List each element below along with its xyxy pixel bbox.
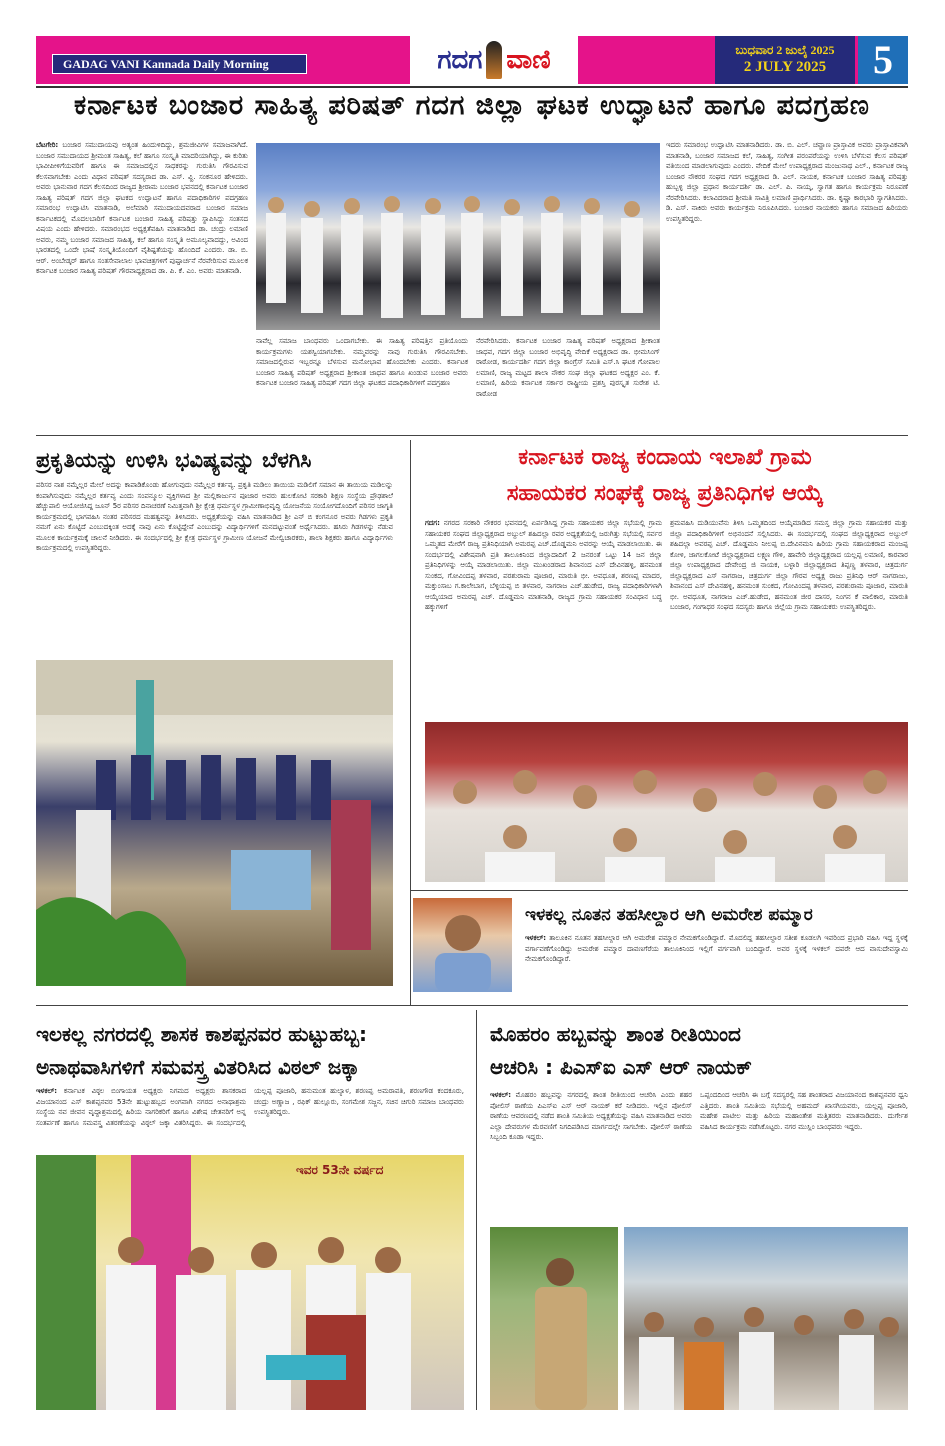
- photo-revenue-meeting: [425, 722, 908, 882]
- dateline: ಇಳಕಲ್:: [490, 1091, 512, 1099]
- photo-uniform-distribution: [36, 1155, 464, 1410]
- photo-banjara-felicitation: [256, 143, 660, 330]
- portrait: [413, 898, 512, 992]
- banner-text: ಇವರ 53ನೇ ವರ್ಷದ: [296, 1163, 384, 1177]
- distribution-photo: [36, 1155, 464, 1410]
- article-text: ಕರ್ನಾಟಕ ವಿಠ್ಠಲ ಬಿಂಗಾಯತ ಅಧ್ಯಕ್ಷರು ನಿಗಮದ ಅಧ್ಯಕ್ಷರು ಶಾಸಕರಾದ ವಿಜಯಾನಂದ ಎಸ್ ಕಾಶಪ್ಪನವರ 53ನೇ ಹುಟ್ಟುಹಬ್ಬದ ಅಂಗವಾಗಿ ನಗರದ ಅನಾಥಾಶ್ರಮ ಸಂಸ್ಥೆಯ ನವ ಜೀವನ ವೃದ್ಧಾಶ್ರಮದಲ್ಲಿ ಹಿರಿಯ ನಾಗರಿಕರಿಗೆ ಹಾಗೂ ವಿಶೇಷ ಚೇತನರಿಗೆ ಅನ್ನ ಸಂತರ್ಪಣೆ ಹಾಗೂ ಸಮವಸ್ತ್ರ ವಿತರಣೆಯನ್ನು ವಿಠ್ಠಲ್ ಜಕ್ಕಾ ವಿತರಿಸಿದ್ದರು. ಈ ಸಂದರ್ಭದಲ್ಲಿ ಯಲ್ಲಪ್ಪ ಪೂಜಾರಿ, ಹನುಮಂತ ಹುಲ್ಯಾಳ, ಶರಣಪ್ಪ ಅಮರಾವತಿ, ಶರಣಗೌಡ ಕಂದಕೂರು, ಚಂದ್ರು ಅಣ್ಣಾಜ , ರಫಿಕ್ ಹುಲ್ಲೂರು, ಸಂಗಮೇಶ ಸಜ್ಜನ, ಸಚಿನ ಚಿಗುರಿ ಸಮಾಜ ಬಾಂಧವರು ಉಪಸ್ಥಿತರಿದ್ದರು.: [36, 1087, 464, 1127]
- dateline: ಇಳಕಲ್:: [525, 934, 547, 942]
- page-number: 5: [858, 36, 908, 84]
- article-body: [36, 1086, 464, 1150]
- dateline: ಬೆಟಗೇರಿ:: [36, 141, 59, 149]
- article-body: ನೆರವೇರಿಸಿದರು. ಕರ್ನಾಟಕ ಬಂಜಾರ ಸಾಹಿತ್ಯ ಪರಿಷತ್ ಅಧ್ಯಕ್ಷರಾದ ಶ್ರೀಕಾಂತ ಜಾಧವ, ಗದಗ ಜಿಲ್ಲಾ ಬಂಜಾರ ಅಭಿವೃದ್ಧಿ ವೇದಿಕೆ ಅಧ್ಯಕ್ಷರಾದ ಡಾ. ಭೀಮಸಿಂಗ್ ರಾಠೋಡ, ಕಾರ್ಯದರ್ಶಿ ಗದಗ ಜಿಲ್ಲಾ ಕಾಂಗ್ರೆಸ್ ಸಮಿತಿ ಎಸ್.ಸಿ ಘಟಕ ಗೋಪಾಲ ಲಮಾಣಿ, ರಾಜ್ಯ ಮಟ್ಟದ ಶಾಲಾ ನೌಕರ ಸಂಘ ಜಿಲ್ಲಾ ಘಟಕದ ಅಧ್ಯಕ್ಷರ ಎಂ. ಕೆ. ಲಮಾಣಿ, ಹಿರಿಯ ಕರ್ನಾಟಕ ಸರ್ಕಾರ ರಾಷ್ಟ್ರೀಯ ಪ್ರಶಸ್ತಿ ಪುರಸ್ಕೃತ ಸುರೇಶ ಟಿ. ರಾಠೋಡ: [476, 337, 660, 398]
- article-body: [490, 1090, 692, 1222]
- headline-muharram-line2: ಆಚರಿಸಿ : ಪಿಎಸ್‌ಐ ಎಸ್ ಆರ್ ನಾಯಕ್: [490, 1055, 752, 1079]
- article-text: ಬಂಜಾರ ಸಮುದಾಯವು ಅತ್ಯಂತ ಹಿಂದುಳಿದಿದ್ದು, ಶ್ರಮಜೀವಿಗಳ ಸಮಾಜವಾಗಿದೆ. ಬಂಜಾರ ಸಮುದಾಯದ ಶ್ರೀಮಂತ ಸಾಹಿತ್ಯ, ಕಲೆ ಹಾಗೂ ಸಂಸ್ಕೃತಿ ಮಾದರಿಯಾಗಿದ್ದು, ಈ ಕುರಿತು ಭಾವೀಪೀಳಿಗೆಯವರಿಗೆ ಹಾಗೂ ಈ ಸಮಾಜದಲ್ಲಿನ ಸಾಧಕರನ್ನು ಗುರುತಿಸಿ ಗೌರವಿಸುವ ಕೆಲಸವಾಗಬೇಕು ಎಂದು ವಿಧಾನ ಪರಿಷತ್ ಸದಸ್ಯರಾದ ಡಾ. ಎಸ್. ವ್ಹಿ. ಸಂಕನೂರ ಹೇಳಿದರು. ಅವರು ಭಾನುವಾರ ಗದಗ ಕೆಲಸದಿಂದ ರಾಜ್ಯದ ಶ್ರೀರಾಮ ಬಂಜಾರ ಭವನದಲ್ಲಿ ಕರ್ನಾಟಕ ಬಂಜಾರ ಸಾಹಿತ್ಯ ಪರಿಷತ್ ಗದಗ ಜಿಲ್ಲಾ ಘಟಕದ ಉದ್ಘಾಟನೆ ಹಾಗೂ ಪದಾಧಿಕಾರಿಗಳ ಪದಗ್ರಹಣ ಸಮಾರಂಭ ಉದ್ಘಾಟಿಸಿ ಮಾತನಾಡಿ, ಅಲೆಮಾರಿ ಸಮುದಾಯದವರಾದ ಬಂಜಾರ ಸಮಾಜ ಕರ್ನಾಟಕದಲ್ಲಿ ಮೊದಲಬಾರಿಗೆ ಕರ್ನಾಟಕ ಬಂಜಾರ ಸಾಹಿತ್ಯ ಪರಿಷತ್ತು ಸ್ಥಾಪಿಸಿದ್ದು ಸಂತಸದ ವಿಷಯ ಎಂದು ಹೇಳಿದರು. ಸಮಾರಂಭದ ಅಧ್ಯಕ್ಷತೆವಹಿಸಿ ಮಾತನಾಡಿದ ಡಾ. ಚಂದ್ರು ಲಮಾಣಿ ಅವರು, ನಮ್ಮ ಬಂಜಾರ ಸಮಾಜದ ಸಾಹಿತ್ಯ, ಕಲೆ ಹಾಗೂ ಸಂಸ್ಕೃತಿ ಅಮೂಲ್ಯವಾದದ್ದು, ಅವಿಂದ ಭಾರತದಲ್ಲಿ ಒಂದೇ ಭಾಷೆ ಸಂಸ್ಕೃತಿಯೊಂದಿಗೆ ವೈಶಿಷ್ಟತೆಯನ್ನು ಹೊಂದಿದೆ ಎಂದರು. ಡಾ. ಬಿ. ಆರ್. ಅಂಬೇಡ್ಕರ್ ಹಾಗೂ ಸಂತಸೇವಾಲಾಲ ಭಾವಚಿತ್ರಗಳಿಗೆ ಪುಷ್ಪಾರ್ಚನೆ ನೆರವೇರಿಸುವ ಮೂಲಕ ಕರ್ನಾಟಕ ಬಂಜಾರ ಸಾಹಿತ್ಯ ಪರಿಷತ್ ಗೌರವಾಧ್ಯಕ್ಷರಾದ ಡಾ. ಪಿ. ಕೆ. ಎಂ. ಅವರು ಮಾತನಾಡಿ.: [36, 141, 248, 275]
- divider: [410, 890, 908, 891]
- students-photo: [36, 660, 393, 986]
- headline-birthday-line1: ಇಲಕಲ್ಲ ನಗರದಲ್ಲಿ ಶಾಸಕ ಕಾಶಪ್ಪನವರ ಹುಟ್ಟುಹಬ್ಬ:: [36, 1022, 368, 1046]
- masthead-tagline: GADAG VANI Kannada Daily Morning: [52, 54, 307, 74]
- headline-tahsildar: ಇಳಕಲ್ಲ ನೂತನ ತಹಸೀಲ್ದಾರ ಆಗಿ ಅಮರೇಶ ಪಮ್ಮಾರ: [525, 905, 813, 925]
- meeting-photo: [425, 722, 908, 882]
- date-english: 2 JULY 2025: [743, 59, 827, 75]
- article-body: [525, 933, 908, 988]
- headline-birthday-line2: ಅನಾಥವಾಸಿಗಳಿಗೆ ಸಮವಸ್ತ್ರ ವಿತರಿಸಿದ ವಿಠಲ್ ಜಕ್ಕಾ: [36, 1055, 360, 1079]
- photo-psi-speaking: [490, 1227, 618, 1410]
- article-text: ಮೊಹರಂ ಹಬ್ಬವನ್ನು ನಗರದಲ್ಲಿ ಶಾಂತ ರೀತಿಯಿಂದ ಆಚರಿಸಿ ಎಂದು ಶಹರ ಪೋಲಿಸ್ ಠಾಣೆಯ ಪಿಎಸ್‌ಐ ಎಸ್ ಆರ್ ನಾಯಕ್ ಕರೆ ನೀಡಿದರು. ಇಲ್ಲಿನ ಪೋಲಿಸ್ ಠಾಣೆಯ ಆವರಣದಲ್ಲಿ ನಡೆದ ಶಾಂತಿ ಸಮಿತಿಯ ಅಧ್ಯಕ್ಷತೆಯನ್ನು ವಹಿಸಿ ಮಾತನಾಡಿದ ಅವರು ಎಲ್ಲಾ ದೇವರುಗಳ ಮೆರವಣಿಗೆ ನಿಗದಿಪಡಿಸಿದ ಮಾರ್ಗದಲ್ಲೇ ಸಾಗಬೇಕು. ಪೋಲಿಸ್ ಠಾಣೆಯ ಸಿಬ್ಬಂದಿ ಕೂಡಾ ಇದ್ದರು.: [490, 1091, 692, 1141]
- statue-icon: [486, 41, 502, 79]
- article-body: ಇದರು ಸಮಾರಂಭ ಉದ್ಘಾಟಿಸಿ ಮಾತನಾಡಿದರು. ಡಾ. ಬಿ. ಎಲ್. ಚವ್ಹಾಣ ಪ್ರಾಸ್ತಾವಿಕ ಅವರು ಪ್ರಾಸ್ತಾವಿಕವಾಗಿ ಮಾತನಾಡಿ, ಬಂಜಾರ ಸಮಾಜದ ಕಲೆ, ಸಾಹಿತ್ಯ, ಸಂಗೀತ ಪರಂಪರೆಯನ್ನು ಉಳಿಸಿ ಬೆಳೆಸುವ ಕೆಲಸ ಪರಿಷತ್ ವತಿಯಿಂದ ಮಾಡಲಾಗುವುದು ಎಂದರು. ವೇದಿಕೆ ಮೇಲೆ ಉಪಾಧ್ಯಕ್ಷರಾದ ಮಂಜುನಾಥ ಎಲ್., ಕರ್ನಾಟಕ ರಾಜ್ಯ ಬಂಜಾರ ನೌಕರರ ಸಂಘದ ಗದಗ ಅಧ್ಯಕ್ಷರಾದ ಡಿ. ಎಲ್. ನಾಯಕ, ಕರ್ನಾಟಕ ಬಂಜಾರ ಸಾಹಿತ್ಯ ಪರಿಷತ್ತು ಹುಬ್ಬಳ್ಳಿ ಜಿಲ್ಲಾ ಪ್ರಧಾನ ಕಾರ್ಯದರ್ಶಿ ಡಾ. ಎಲ್. ಪಿ. ನಾಯ್ಕ, ಸ್ವಾಗತ ಹಾಗೂ ಕಾರ್ಯಕ್ರಮ ನಿರೂಪಣೆ ನೆರವೇರಿಸಿದರು. ಕಲಾವಿದರಾದ ಶ್ರೀಮತಿ ಸಾವಿತ್ರಿ ಲಮಾಣಿ ಪ್ರಾರ್ಥಿಸಿದರು. ಡಾ. ಕೃಷ್ಣಾ ಕಾರಭಾರಿ ಸ್ವಾಗತಿಸಿದರು. ಡಿ. ಎಸ್. ನಾಕಿರು ಅವರು ಕಾರ್ಯಕ್ರಮ ನಿರೂಪಿಸಿದರು. ಬಂಜಾರ ನಾಯಕರು ಹಾಗೂ ಸಮಾಜದ ಹಿರಿಯರು ಉಪಸ್ಥಿತರಿದ್ದರು.: [666, 141, 908, 223]
- psi-photo: [490, 1227, 618, 1410]
- divider: [36, 1005, 908, 1006]
- newspaper-logo: [410, 36, 578, 84]
- audience-photo: [624, 1227, 908, 1410]
- article-body: ನಾವೆಲ್ಲ ಸಮಾಜ ಬಾಂಧವರು ಒಂದಾಗಬೇಕು. ಈ ಸಾಹಿತ್ಯ ಪರಿಷತ್ತಿನ ಪ್ರತಿಯೊಂದು ಕಾರ್ಯಕ್ರಮಗಳು ಯಶಸ್ವಿಯಾಗಬೇಕು. ನಮ್ಮವರನ್ನು ನಾವು ಗುರುತಿಸಿ ಗೌರವಿಸಬೇಕು. ಸಮಾಜದಲ್ಲಿರುವ ಇಬ್ಬರನ್ನೂ ಬೆಳಸುವ ಮನೋಭಾವ ಹೊಂದಬೇಕು ಎಂದರು. ಕರ್ನಾಟಕ ಬಂಜಾರ ಸಾಹಿತ್ಯ ಪರಿಷತ್ ಅಧ್ಯಕ್ಷರಾದ ಶ್ರೀಕಾಂತ ಜಾಧವ ಹಾಗೂ ಖಂಡುವ ಬಂಜಾರ ಅವರು ಕರ್ನಾಟಕ ಬಂಜಾರ ಸಾಹಿತ್ಯ ಪರಿಷತ್ ಗದಗ ಜಿಲ್ಲಾ ಘಟಕದ ಪದಾಧಿಕಾರಿಗಳಿಗೆ ಪದಗ್ರಹಣ: [256, 337, 468, 387]
- headline-nature: ಪ್ರಕೃತಿಯನ್ನು ಉಳಿಸಿ ಭವಿಷ್ಯವನ್ನು ಬೆಳಗಿಸಿ: [36, 448, 312, 472]
- divider: [36, 435, 908, 436]
- group-photo: [256, 143, 660, 330]
- headline-revenue-line1: ಕರ್ನಾಟಕ ರಾಜ್ಯ ಕಂದಾಯ ಇಲಾಖೆ ಗ್ರಾಮ: [518, 445, 812, 470]
- divider: [476, 1010, 477, 1410]
- date-kannada: ಬುಧವಾರ 2 ಜುಲೈ 2025: [735, 43, 835, 57]
- article-body: [36, 140, 248, 428]
- article-body: ಒಪ್ಪಂದದಿಂದ ಆಚರಿಸಿ ಈ ಬಗ್ಗೆ ಸದಸ್ಯರಲ್ಲಿ ಸಹ ಶಾಂತರಾದ ವಿಜಯಾನಂದ ಕಾಶಪ್ಪನವರ ಧ್ವನಿ ಎತ್ತಿದರು. ಶಾಂತಿ ಸಮಿತಿಯ ಸಭೆಯಲ್ಲಿ ಅಹಮದ್ ಖಾಸಗಿಯವರು, ಯಲ್ಲಪ್ಪ ಪೂಜಾರಿ, ಮಹೇಶ ಪಾಟೀಲ ಮತ್ತು ಹಿರಿಯ ಮಹಾಂತೇಶ ಮತ್ತಿತರರು ಮಾತನಾಡಿದರು. ದುರ್ಗೇಶ ವಹಿಸಿದ ಕಾರ್ಯಕ್ರಮ ನಡೆಸಿಕೊಟ್ಟರು. ನಗರ ಮುಸ್ಲಿಂ ಬಾಂಧವರು ಇದ್ದರು.: [700, 1091, 908, 1131]
- logo-right: ವಾಣಿ: [506, 44, 551, 75]
- divider: [410, 440, 411, 1005]
- issue-date: [715, 36, 855, 84]
- logo-left: ಗದಗ: [437, 44, 483, 75]
- article-body: ಪರಿಸರ ನಾಶ ನಮ್ಮೆಲ್ಲರ ಮೇಲೆ ಅದನ್ನು ಕಾಪಾಡಿಕೊಂಡು ಹೋಗುವುದು ನಮ್ಮೆಲ್ಲರ ಕರ್ತವ್ಯ. ಪ್ರಕೃತಿ ಮಡಿಲು ತಾಯಿಯ ಮಡಿಲಿಗೆ ಸಮಾನ ಈ ತಾಯಿಯ ಮಡಿಲನ್ನು ಕಂಪಾಗಿಸುವುದು ನಮ್ಮೆಲ್ಲರ ಕರ್ತವ್ಯ ಎಂದು ಸಂಪನ್ಮೂಲ ವ್ಯಕ್ತಿಗಳಾದ ಶ್ರೀ ಮಲ್ಲಿಕಾರ್ಜುನ ಪೂಜಾರ ಅವರು ಹುಲಕೋಟಿ ಸರಕಾರಿ ಶಿಕ್ಷಣ ಸಂಸ್ಥೆಯ ಪ್ರೌಢಶಾಲೆ ಹೆಚ್ಚುಪಾಲಿ ಆಯೋಜಿಸಿದ್ದ ಜೂನ್ 5ರ ಪರಿಸರ ದಿನಾಚರಣೆ ನಿಮಿತ್ತವಾಗಿ ಶ್ರೀ ಕ್ಷೇತ್ರ ಧರ್ಮಸ್ಥಳ ಗ್ರಾಮೀಣಾಭಿವೃದ್ಧಿ ಯೋಜನೆಯ ಸಂಯೋಗದೊಂದಿಗೆ ಪರಿಸರ ಜಾಗೃತಿ ಕಾರ್ಯಕ್ರಮದಲ್ಲಿ ಭಾಗವಹಿಸಿ ನಂತರ ಪರಿಸರದ ಮಹತ್ವವನ್ನು ತಿಳಿಸಿದರು. ಅಧ್ಯಕ್ಷತೆಯನ್ನು ವಹಿಸಿ ಮಾತನಾಡಿದ ಶ್ರೀ ಎನ್ ಬಿ ಕಂಗನೂರ ಅವರು ಗಿಡಗಳು ಪ್ರಕೃತಿ ನಮಗೆ ಏನು ಕೊಟ್ಟಿದೆ ಎಂಬುದಕ್ಕಿಂತ ಅದಕ್ಕೆ ನಾವು ಏನು ಕೊಟ್ಟಿದ್ದೇವೆ ಎಂಬುದನ್ನು ವಿದ್ಯಾರ್ಥಿಗಳಿಗೆ ಮನದಟ್ಟುವಂತೆ ಅರ್ಥೈಸಿದರು. ಹಸಿರು ಗಿಡಗಳನ್ನು ನೆಡುವ ಮೂಲಕ ಕಾರ್ಯಕ್ರಮಕ್ಕೆ ಚಾಲನೆ ನೀಡಿದರು. ಈ ಸಂದರ್ಭದಲ್ಲಿ ಶ್ರೀ ಕ್ಷೇತ್ರ ಧರ್ಮಸ್ಥಳ ಗ್ರಾಮೀಣ ಯೋಜನೆ ಮೇಲ್ವಿಚಾರಕರು, ಶಾಲಾ ಶಿಕ್ಷಕರು ಹಾಗೂ ವಿದ್ಯಾರ್ಥಿಗಳು ಕಾರ್ಯಕ್ರಮದಲ್ಲಿ ಉಪಸ್ಥಿತರಿದ್ದರು.: [36, 481, 393, 552]
- photo-peace-meeting: [624, 1227, 908, 1410]
- headline-banjara: ಕರ್ನಾಟಕ ಬಂಜಾರ ಸಾಹಿತ್ಯ ಪರಿಷತ್ ಗದಗ ಜಿಲ್ಲಾ ಘಟಕ ಉದ್ಘಾಟನೆ ಹಾಗೂ ಪದಗ್ರಹಣ: [74, 90, 870, 121]
- headline-muharram-line1: ಮೊಹರಂ ಹಬ್ಬವನ್ನು ಶಾಂತ ರೀತಿಯಿಂದ: [490, 1022, 741, 1046]
- photo-tree-planting: [36, 660, 393, 986]
- article-text: ನಗರದ ಸರಕಾರಿ ನೌಕರರ ಭವನದಲ್ಲಿ ಏರ್ಪಡಿಸಿದ್ದ ಗ್ರಾಮ ಸಹಾಯಕರ ಜಿಲ್ಲಾ ಸಭೆಯಲ್ಲಿ ಗ್ರಾಮ ಸಹಾಯಕರ ಸಂಘದ ಜಿಲ್ಲಾಧ್ಯಕ್ಷರಾದ ಅಬ್ದುಲ್ ಶಹಿದಲ್ಲಾ ರವರ ಅಧ್ಯಕ್ಷತೆಯಲ್ಲಿ ಜರುಗಿತ್ತು ಸಭೆಯಲ್ಲಿ ಸರ್ವರ ಒಮ್ಮತದ ಮೇರೆಗೆ ರಾಜ್ಯ ಪ್ರತಿನಿಧಿಯಾಗಿ ಅಮರಪ್ಪ ಎಚ್.ದೊಡ್ಡಮನಿ ಅವರನ್ನು ಆಯ್ಕೆ ಮಾಡಲಾಯಿತು. ಈ ಸಂದರ್ಭದಲ್ಲಿ ವಿಶೇಷವಾಗಿ ಪ್ರತಿ ತಾಲೂಕಿನಿಂದ ಜಿಲ್ಲಾದಾದಿಗೆ 2 ಜನರಂತೆ ಒಟ್ಟು 14 ಜನ ಜಿಲ್ಲಾ ಪ್ರತಿನಿಧಿಗಳನ್ನು ಆಯ್ಕೆ ಮಾಡಲಾಯಿತು. ಜಿಲ್ಲಾ ಮುಖಂಡರಾದ ಶಿವಾನಂದ ಎಸ್ ದೇವಿನಹಳ್ಳಿ, ಹನಮಂತ ಸುಂಕದ, ಗೋವಿಂದಪ್ಪ ತಳವಾರ, ಪರಶುರಾಮ ಪೂಜಾರ, ಮಾರುತಿ ಭೀ. ಅವಧೂತ, ಶರಣಪ್ಪ ಮಾದರ, ಮಕ್ತುಂಸಾಬ ಗ.ಕಾಲೇಬಾಗ, ಬೆಳ್ಳಿಯಪ್ಪ ಬಿ ತಳವಾರ, ನಾಗರಾಜ ಎಚ್.ಹುಡೇದ, ರಾಜ್ಯ ಪದಾಧಿಕಾರಿಗಳಾಗಿ ಆಯ್ಕೆಯಾದ ಅಮರಪ್ಪ ಎಚ್. ದೊಡ್ಡಮನಿ ಮಾತನಾಡಿ, ರಾಜ್ಯದ ಗ್ರಾಮ ಸಹಾಯಕರ ಸಂವಿಧಾನ ಬದ್ಧ ಹಕ್ಕುಗಳಿಗೆ: [425, 519, 662, 611]
- divider: [36, 86, 908, 88]
- article-body: [425, 518, 662, 716]
- dateline: ಗದಗ:: [425, 519, 440, 527]
- dateline: ಇಳಕಲ್:: [36, 1087, 58, 1095]
- headline-revenue-line2: ಸಹಾಯಕರ ಸಂಘಕ್ಕೆ ರಾಜ್ಯ ಪ್ರತಿನಿಧಿಗಳ ಆಯ್ಕೆ: [506, 481, 824, 506]
- article-body: ಶ್ರಮವಹಿಸಿ ದುಡಿಯುವೆನು ತಿಳಿಸಿ ಒಮ್ಮತದಿಂದ ಆಯ್ಕೆಮಾಡಿದ ಸಮಸ್ತ ಜಿಲ್ಲಾ ಗ್ರಾಮ ಸಹಾಯಕರ ಮತ್ತು ಜಿಲ್ಲಾ ಪದಾಧಿಕಾರಿಗಳಿಗೆ ಅಭಿನಂದನೆ ಸಲ್ಲಿಸಿದರು. ಈ ಸಂದರ್ಭದಲ್ಲಿ ಸಂಘದ ಜಿಲ್ಲಾಧ್ಯಕ್ಷರಾದ ಅಬ್ದುಲ್ ಶಹಿದಲ್ಲಾ ಅವರಪ್ಪ ಎಚ್. ದೊಡ್ಡಮನಿ ನೀಲಪ್ಪ ಬಿ.ದೇವಿನಮನಿ ಹಿರಿಯ ಗ್ರಾಮ ಸಹಾಯಕರಾದ ಮಂಜಪ್ಪ ಕೋಳಿ, ಜಾಗಲಕೋಟೆ ಜಿಲ್ಲಾಧ್ಯಕ್ಷರಾದ ಲಕ್ಷ್ಮಣ ಗೌಳಿ, ಹಾವೇರಿ ಜಿಲ್ಲಾಧ್ಯಕ್ಷರಾದ ಯಲ್ಲಪ್ಪ ಲಮಾಣಿ, ಕಾರವಾರ ಜಿಲ್ಲಾ ಉಪಾಧ್ಯಕ್ಷರಾದ ದೇವೇಂದ್ರ ಜಿ ನಾಯಕ, ಬಳ್ಳಾರಿ ಜಿಲ್ಲಾಧ್ಯಕ್ಷರಾದ ತಿಪ್ಪಣ್ಣ ತಳವಾರ, ಚಿತ್ರದುರ್ಗ ಜಿಲ್ಲಾಧ್ಯಕ್ಷರಾದ ಎಸ್ ನಾಗರಾಜ, ಚಿತ್ರದುರ್ಗ ಜಿಲ್ಲಾ ಗೌರವ ಅಧ್ಯಕ್ಷ ರಾಜು ಪ್ರತಿನಿಧಿ ಆರ್ ನಾಗರಾಜು, ಶಿವಾನಂದ ಎಸ್ ದೇವಿನಹಳ್ಳಿ, ಹನಮಂತ ಸುಂಕದ, ಗೋವಿಂದಪ್ಪ ತಳವಾರ, ಪರಶುರಾಮ ಪೂಜಾರ, ಮಾರುತಿ ಭೀ. ಅವಧೂತ, ನಾಗರಾಜ ಎಚ್.ಹುಡೇದ, ಹನಮಂತ ಜೀರ ದಾಸರ, ನಿಂಗನ ಕೆ ವಾಲಿಕಾರ, ಮಾರುತಿ ಬಂಜಾರ, ಗಂಗಾಧರ ಸಂಘದ ಸದಸ್ಯರು ಹಾಗೂ ಜಿಲ್ಲೆಯ ಗ್ರಾಮ ಸಹಾಯಕರು ಉಪಸ್ಥಿತರಿದ್ದರು.: [670, 519, 908, 611]
- photo-tahsildar: [413, 898, 512, 992]
- article-text: ತಾಲೂಕಿನ ನೂತನ ತಹಸೀಲ್ದಾರ ಆಗಿ ಅಮರೇಶ ಪಮ್ಮಾರ ನೇಮಕಗೊಂಡಿದ್ದಾರೆ. ಮೊದಲಿದ್ದ ತಹಸೀಲ್ದಾರ ಸತೀಶ ಕೂಡಲಗಿ ಇವರಿಂದ ಪ್ರಭಾರಿ ವಹಿಸಿ ಇದ್ದ ಸ್ಥಳಕ್ಕೆ ವರ್ಗಾವಣೆಗೊಂಡಿದ್ದು ಅಮರೇಶ ಪಮ್ಮಾರ ದಾವಣಗೆರೆಯ ತಾಲೂಕಿನಿಂದ ಇಲ್ಲಿಗೆ ವರ್ಗವಾಗಿ ಬಂದಿದ್ದಾರೆ. ಅವರ ಸ್ಥಳಕ್ಕೆ ಇಳಕಲ್ ದವರೇ ಆದ ವಾಸುದೇವಸ್ವಾಮಿ ನೇಮಕಗೊಂಡಿದ್ದಾರೆ.: [525, 934, 908, 963]
